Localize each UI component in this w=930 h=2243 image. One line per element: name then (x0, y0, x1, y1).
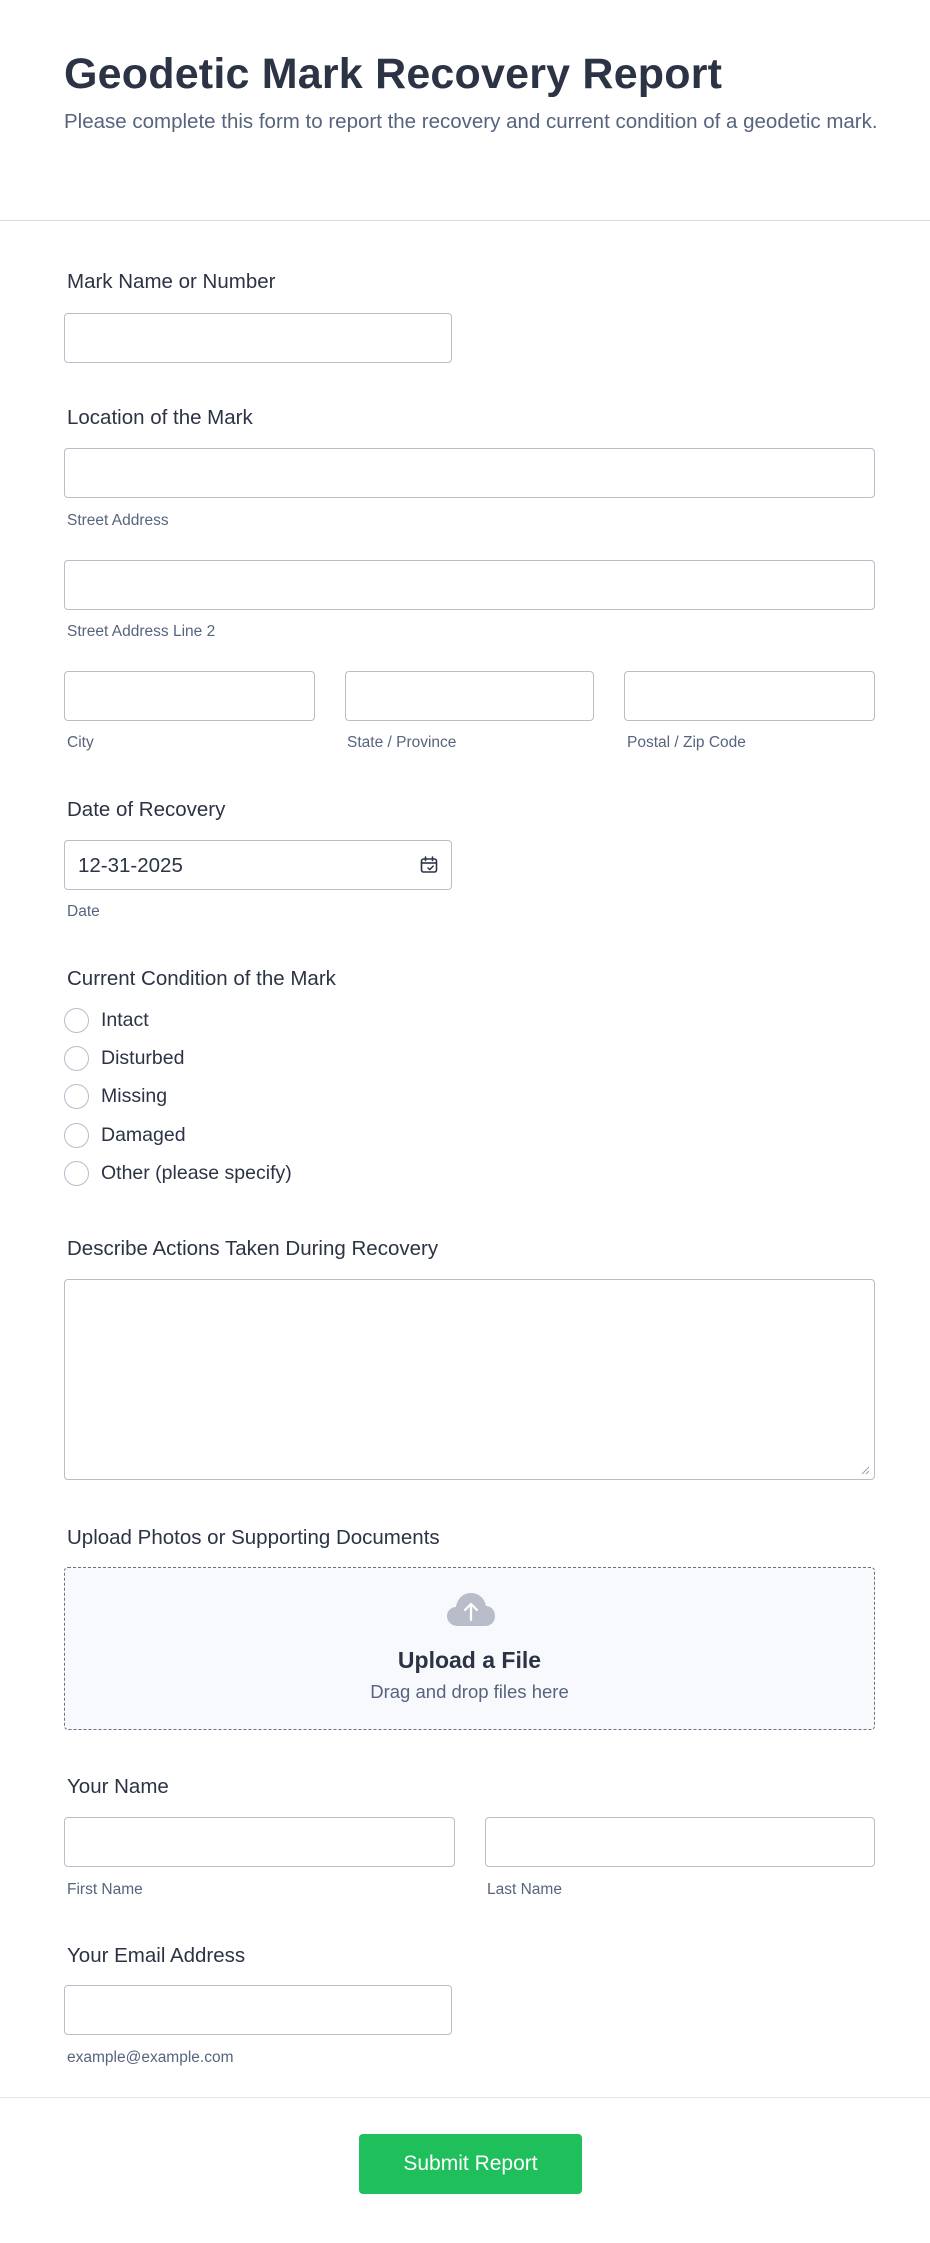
condition-label: Current Condition of the Mark (67, 967, 336, 990)
radio-label: Intact (101, 1009, 149, 1031)
last-name-input[interactable] (485, 1817, 875, 1867)
street-address-line2-input[interactable] (64, 560, 875, 610)
resize-grip-icon[interactable] (861, 1466, 870, 1475)
email-sublabel: example@example.com (67, 2049, 234, 2066)
date-input[interactable] (64, 840, 452, 890)
first-name-input[interactable] (64, 1817, 455, 1867)
upload-subtitle: Drag and drop files here (370, 1681, 569, 1702)
actions-textarea[interactable] (64, 1279, 875, 1480)
radio-label: Damaged (101, 1124, 186, 1146)
radio-button[interactable] (64, 1046, 89, 1071)
cloud-upload-icon (446, 1592, 496, 1628)
last-name-sublabel: Last Name (487, 1881, 562, 1898)
file-upload-dropzone[interactable] (64, 1567, 875, 1730)
postal-code-sublabel: Postal / Zip Code (627, 734, 746, 751)
state-sublabel: State / Province (347, 734, 457, 751)
location-label: Location of the Mark (67, 406, 253, 429)
first-name-sublabel: First Name (67, 1881, 143, 1898)
radio-label: Other (please specify) (101, 1162, 292, 1184)
email-input[interactable] (64, 1985, 452, 2035)
radio-label: Missing (101, 1085, 168, 1107)
mark-name-input[interactable] (64, 313, 452, 363)
street-address-sublabel: Street Address (67, 512, 169, 529)
radio-button[interactable] (64, 1008, 89, 1033)
footer-divider (0, 2097, 930, 2098)
radio-button[interactable] (64, 1084, 89, 1109)
radio-label: Disturbed (101, 1047, 185, 1069)
city-sublabel: City (67, 734, 94, 751)
actions-label: Describe Actions Taken During Recovery (67, 1237, 439, 1260)
submit-button[interactable]: Submit Report (359, 2134, 582, 2194)
city-input[interactable] (64, 671, 315, 721)
upload-label: Upload Photos or Supporting Documents (67, 1526, 440, 1549)
form-header (0, 0, 930, 221)
street-address-line2-sublabel: Street Address Line 2 (67, 623, 216, 640)
date-sublabel: Date (67, 903, 100, 920)
form-subtitle: Please complete this form to report the recovery and current condition of a geodetic mark. (64, 110, 878, 133)
state-input[interactable] (345, 671, 594, 721)
radio-button[interactable] (64, 1161, 89, 1186)
postal-code-input[interactable] (624, 671, 875, 721)
date-value: 12-31-2025 (78, 854, 183, 877)
calendar-icon[interactable] (419, 855, 439, 875)
street-address-input[interactable] (64, 448, 875, 498)
your-name-label: Your Name (67, 1775, 169, 1798)
upload-title: Upload a File (397, 1647, 542, 1673)
date-of-recovery-label: Date of Recovery (67, 798, 226, 821)
radio-button[interactable] (64, 1123, 89, 1148)
mark-name-label: Mark Name or Number (67, 270, 276, 293)
form-title: Geodetic Mark Recovery Report (64, 50, 723, 98)
email-label: Your Email Address (67, 1944, 246, 1967)
